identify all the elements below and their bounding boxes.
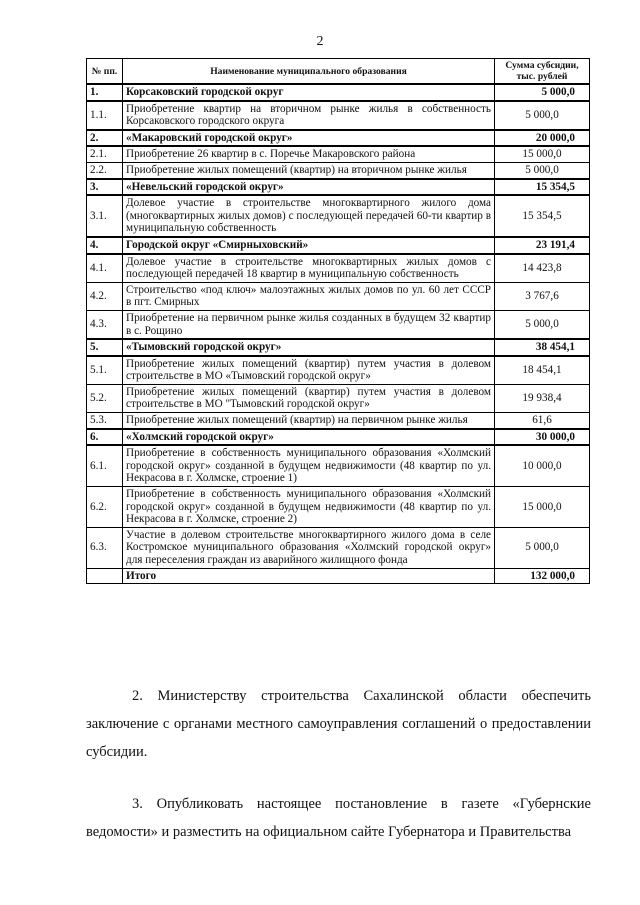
header-num: № пп. xyxy=(87,59,123,85)
sum-cell: 15 000,0 xyxy=(495,487,590,528)
total-label: Итого xyxy=(123,568,495,584)
sum-cell: 23 191,4 xyxy=(495,237,590,254)
num-cell: 1. xyxy=(87,84,123,101)
header-sum: Сумма субсидии, тыс. рублей xyxy=(495,59,590,85)
name-cell: Приобретение квартир на вторичном рынке жилья в собственность Корсаковского городского округа xyxy=(123,101,495,130)
name-cell: Приобретение жилых помещений (квартир) на первичном рынке жилья xyxy=(123,413,495,429)
table-row xyxy=(87,162,590,178)
table-row xyxy=(87,487,590,528)
num-cell: 4. xyxy=(87,237,123,254)
header-name: Наименование муниципального образования xyxy=(123,59,495,85)
sum-cell: 14 423,8 xyxy=(495,254,590,283)
name-cell: Приобретение на первичном рынке жилья созданных в будущем 32 квартир в с. Рощино xyxy=(123,310,495,339)
sum-cell: 5 000,0 xyxy=(495,84,590,101)
table-body xyxy=(87,84,590,568)
sum-cell: 5 000,0 xyxy=(495,527,590,568)
sum-cell: 5 000,0 xyxy=(495,310,590,339)
sum-cell: 61,6 xyxy=(495,413,590,429)
sum-cell: 5 000,0 xyxy=(495,162,590,178)
table-row xyxy=(87,413,590,429)
table-row xyxy=(87,445,590,486)
paragraph-3: 3. Опубликовать настоящее постановление в газете «Губернские ведомости» и разместить на официальном сайте Губернатора и Правительства xyxy=(86,796,591,840)
table-row xyxy=(87,356,590,385)
table-group-row xyxy=(87,130,590,147)
num-cell: 5.2. xyxy=(87,384,123,412)
table-row xyxy=(87,254,590,283)
sum-cell: 15 000,0 xyxy=(495,146,590,162)
num-cell: 1.1. xyxy=(87,101,123,130)
name-cell: «Тымовский городской округ» xyxy=(123,339,495,356)
table-row xyxy=(87,146,590,162)
num-cell: 5.1. xyxy=(87,356,123,385)
sum-cell: 15 354,5 xyxy=(495,195,590,237)
num-cell: 4.1. xyxy=(87,254,123,283)
total-sum: 132 000,0 xyxy=(495,568,590,584)
name-cell: Долевое участие в строительстве многоквартирных жилых домов с последующей передачей 18 квартир в муниципальную собственность xyxy=(123,254,495,283)
name-cell: «Невельский городской округ» xyxy=(123,179,495,196)
num-cell: 3.1. xyxy=(87,195,123,237)
sum-cell: 5 000,0 xyxy=(495,101,590,130)
table-row xyxy=(87,101,590,130)
num-cell: 2.2. xyxy=(87,162,123,178)
name-cell: Приобретение в собственность муниципального образования «Холмский городской округ» созданной в будущем недвижимости (48 квартир по ул. Некрасова в г. Холмске, строение 1) xyxy=(123,445,495,486)
name-cell: Долевое участие в строительстве многоквартирного жилого дома (многоквартирных жилых домов) с последующей передачей 60-ти квартир в муниципальную собственность xyxy=(123,195,495,237)
num-cell: 2.1. xyxy=(87,146,123,162)
paragraph-2: 2. Министерству строительства Сахалинской области обеспечить заключение с органами местного самоуправления соглашений о предоставлении субсидии. xyxy=(86,688,591,760)
num-cell: 5.3. xyxy=(87,413,123,429)
sum-cell: 38 454,1 xyxy=(495,339,590,356)
table-group-row xyxy=(87,237,590,254)
name-cell: Приобретение жилых помещений (квартир) на вторичном рынке жилья xyxy=(123,162,495,178)
name-cell: Городской округ «Смирныховский» xyxy=(123,237,495,254)
table-total-row xyxy=(87,568,590,584)
num-cell: 6.3. xyxy=(87,527,123,568)
sum-cell: 10 000,0 xyxy=(495,445,590,486)
table-row xyxy=(87,527,590,568)
num-cell: 6.1. xyxy=(87,445,123,486)
table-row xyxy=(87,282,590,310)
sum-cell: 3 767,6 xyxy=(495,282,590,310)
name-cell: Участие в долевом строительстве многоквартирного жилого дома в селе Костромское муниципального образования «Холмский городской округ» для переселения граждан из аварийного жилищного фонда xyxy=(123,527,495,568)
sum-cell: 18 454,1 xyxy=(495,356,590,385)
name-cell: «Макаровский городской округ» xyxy=(123,130,495,147)
table-header-row xyxy=(87,59,590,85)
num-cell: 6. xyxy=(87,429,123,446)
name-cell: Строительство «под ключ» малоэтажных жилых домов по ул. 60 лет СССР в пгт. Смирных xyxy=(123,282,495,310)
sum-cell: 19 938,4 xyxy=(495,384,590,412)
sum-cell: 20 000,0 xyxy=(495,130,590,147)
total-num-cell xyxy=(87,568,123,584)
name-cell: Приобретение в собственность муниципального образования «Холмский городской округ» созданной в будущем недвижимости (48 квартир по ул. Некрасова в г. Холмске, строение 2) xyxy=(123,487,495,528)
page-number: 2 xyxy=(316,34,324,49)
table-row xyxy=(87,384,590,412)
table-group-row xyxy=(87,179,590,196)
table-group-row xyxy=(87,429,590,446)
num-cell: 3. xyxy=(87,179,123,196)
sum-cell: 30 000,0 xyxy=(495,429,590,446)
table-row xyxy=(87,195,590,237)
sum-cell: 15 354,5 xyxy=(495,179,590,196)
num-cell: 2. xyxy=(87,130,123,147)
table-group-row xyxy=(87,84,590,101)
num-cell: 4.2. xyxy=(87,282,123,310)
name-cell: Приобретение 26 квартир в с. Поречье Макаровского района xyxy=(123,146,495,162)
num-cell: 5. xyxy=(87,339,123,356)
num-cell: 6.2. xyxy=(87,487,123,528)
subsidy-table xyxy=(86,58,590,584)
table-row xyxy=(87,310,590,339)
num-cell: 4.3. xyxy=(87,310,123,339)
name-cell: «Холмский городской округ» xyxy=(123,429,495,446)
name-cell: Приобретение жилых помещений (квартир) путем участия в долевом строительстве в МО «Тымовский городской округ» xyxy=(123,356,495,385)
table-group-row xyxy=(87,339,590,356)
name-cell: Приобретение жилых помещений (квартир) путем участия в долевом строительстве в МО "Тымовский городской округ» xyxy=(123,384,495,412)
name-cell: Корсаковский городской округ xyxy=(123,84,495,101)
